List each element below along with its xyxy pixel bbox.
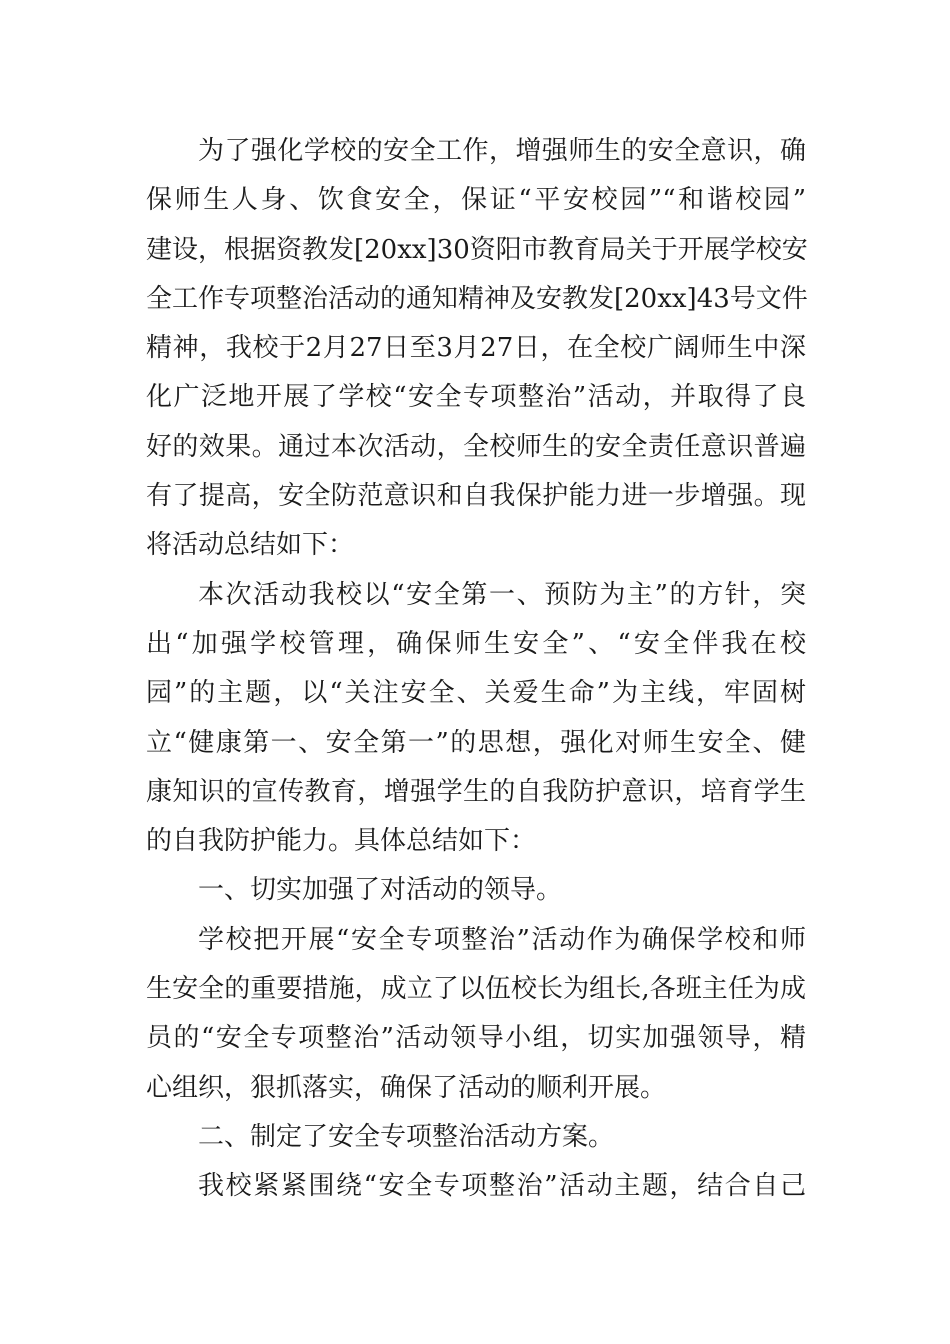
- paragraph-1-line-6: 化广泛地开展了学校“安全专项整治”活动，并取得了良: [146, 382, 806, 413]
- paragraph-1-line-2: 保师生人身、饮食安全，保证“平安校园”“和谐校园”: [146, 185, 806, 216]
- paragraph-4-line-1: 我校紧紧围绕“安全专项整治”活动主题，结合自己: [198, 1171, 806, 1202]
- section-heading-1: 一、切实加强了对活动的领导。: [198, 875, 563, 906]
- paragraph-3-line-1: 学校把开展“安全专项整治”活动作为确保学校和师: [198, 924, 806, 955]
- paragraph-1-line-7: 好的效果。通过本次活动，全校师生的安全责任意识普遍: [146, 431, 806, 462]
- paragraph-2-line-6: 的自我防护能力。具体总结如下：: [146, 826, 537, 857]
- paragraph-2-line-4: 立“健康第一、安全第一”的思想，强化对师生安全、健: [146, 727, 806, 758]
- paragraph-3-line-4: 心组织，狠抓落实，确保了活动的顺利开展。: [146, 1072, 667, 1103]
- document-body: [146, 127, 806, 1212]
- section-heading-2: 二、制定了安全专项整治活动方案。: [198, 1121, 615, 1152]
- paragraph-2-line-2: 出“加强学校管理，确保师生安全”、“安全伴我在校: [146, 628, 806, 659]
- paragraph-3-line-2: 生安全的重要措施，成立了以伍校长为组长,各班主任为成: [146, 974, 806, 1005]
- paragraph-1-line-4: 全工作专项整治活动的通知精神及安教发[20xx]43号文件: [146, 283, 808, 314]
- paragraph-1-line-3: 建设，根据资教发[20xx]30资阳市教育局关于开展学校安: [146, 234, 808, 265]
- paragraph-2-line-1: 本次活动我校以“安全第一、预防为主”的方针，突: [198, 579, 806, 610]
- paragraph-2-line-5: 康知识的宣传教育，增强学生的自我防护意识，培育学生: [146, 776, 806, 807]
- paragraph-3-line-3: 员的“安全专项整治”活动领导小组，切实加强领导，精: [146, 1023, 806, 1054]
- paragraph-1-line-9: 将活动总结如下：: [146, 530, 355, 561]
- paragraph-1-line-1: 为了强化学校的安全工作，增强师生的安全意识，确: [198, 136, 806, 166]
- paragraph-2-line-3: 园”的主题，以“关注安全、关爱生命”为主线，牢固树: [146, 678, 806, 709]
- paragraph-1-line-5: 精神，我校于2月27日至3月27日，在全校广阔师生中深: [146, 333, 806, 364]
- paragraph-1-line-8: 有了提高，安全防范意识和自我保护能力进一步增强。现: [146, 481, 806, 512]
